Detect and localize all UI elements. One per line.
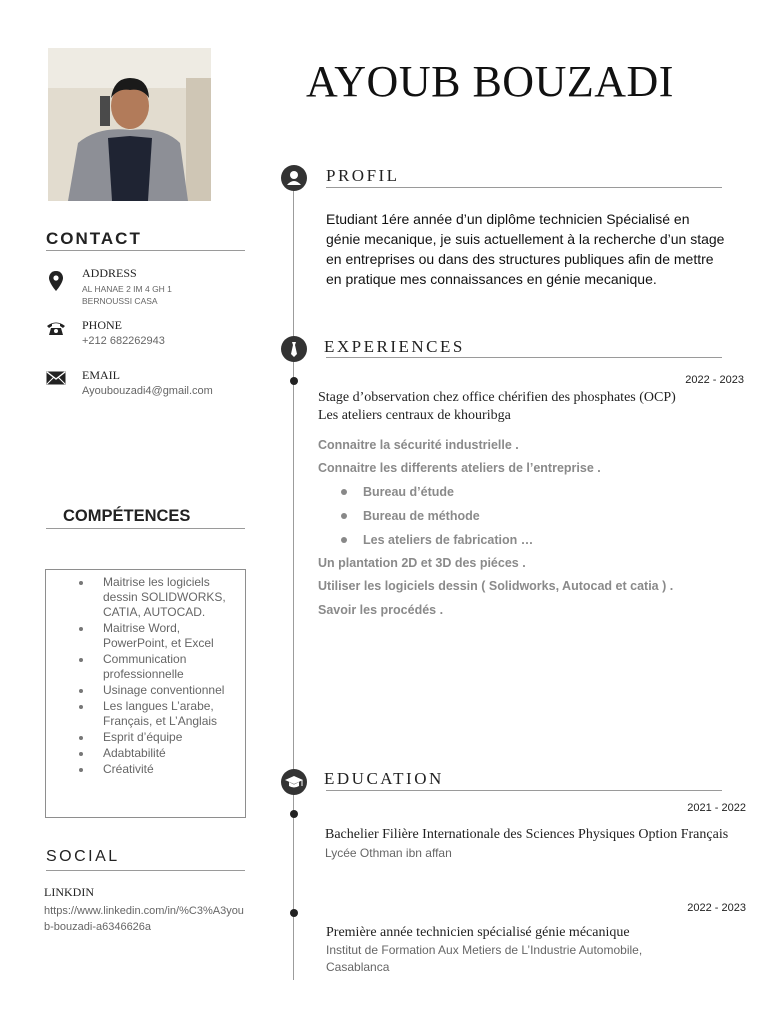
experience-task-1: Connaitre la sécurité industrielle .: [318, 438, 519, 452]
experience-sub-1: Bureau d’étude: [363, 485, 454, 499]
experience-task-4: Utiliser les logiciels dessin ( Solidworks, Autocad et catia ) .: [318, 579, 674, 593]
experience-date: 2022 - 2023: [685, 374, 744, 386]
experience-task-2: Connaitre les differents ateliers de l’entreprise .: [318, 461, 601, 475]
address-line-1: AL HANAE 2 IM 4 GH 1: [82, 284, 172, 294]
list-item: Les langues L’arabe, Français, et L’Anglais: [64, 699, 242, 729]
profil-text: Etudiant 1ére année d’un diplôme technicien Spécialisé en génie mecanique, je suis actuellement à la recherche d’un stage en entreprises ou dans des structures publiques afin de mettre en pratique mes connaissances en génie mecanique.: [326, 211, 725, 287]
linkedin-label: LINKDIN: [44, 885, 94, 899]
experience-task-3: Un plantation 2D et 3D des piéces .: [318, 556, 526, 570]
timeline-dot: [290, 377, 298, 385]
social-rule: [46, 870, 245, 871]
education-1-title: Bachelier Filière Internationale des Sciences Physiques Option Français: [325, 827, 729, 842]
address-line-2: BERNOUSSI CASA: [82, 296, 158, 306]
experience-line-1: Stage d’observation chez office chérifien des phosphates (OCP): [318, 390, 676, 405]
tie-icon: [281, 336, 307, 362]
education-2-institution: Institut de Formation Aux Metiers de L’Industrie Automobile, Casablanca: [326, 943, 643, 974]
experiences-rule: [326, 357, 722, 358]
social-title: SOCIAL: [46, 848, 120, 865]
experience-task-5: Savoir les procédés .: [318, 603, 444, 617]
education-1-date: 2021 - 2022: [687, 802, 746, 814]
phone-icon: [46, 320, 66, 340]
profil-rule: [326, 187, 722, 188]
competences-box: [45, 569, 246, 818]
email-value[interactable]: Ayoubouzadi4@gmail.com: [82, 385, 213, 397]
contact-rule: [46, 250, 245, 251]
phone-label: PHONE: [82, 318, 123, 332]
list-item: Esprit d’équipe: [64, 730, 242, 745]
list-item: Adabtabilité: [64, 746, 242, 761]
timeline-dot: [290, 909, 298, 917]
education-1-institution: Lycée Othman ibn affan: [325, 846, 452, 860]
timeline-line: [293, 190, 294, 980]
list-item: Communication professionnelle: [64, 652, 242, 682]
graduation-cap-icon: [281, 769, 307, 795]
education-2-title: Première année technicien spécialisé génie mécanique: [326, 925, 630, 940]
education-2-date: 2022 - 2023: [687, 902, 746, 914]
location-pin-icon: [46, 270, 66, 290]
bullet-icon: [341, 537, 347, 543]
email-label: EMAIL: [82, 368, 120, 382]
list-item: Créativité: [64, 762, 242, 777]
list-item: Maitrise Word, PowerPoint, et Excel: [64, 621, 242, 651]
experience-line-2: Les ateliers centraux de khouribga: [318, 408, 511, 423]
list-item: Usinage conventionnel: [64, 683, 242, 698]
competences-list: [64, 575, 242, 778]
list-item: Maitrise les logiciels dessin SOLIDWORKS, CATIA, AUTOCAD.: [64, 575, 242, 620]
competences-title: COMPÉTENCES: [63, 507, 191, 525]
user-icon: [281, 165, 307, 191]
contact-title: CONTACT: [46, 229, 142, 248]
timeline-dot: [290, 810, 298, 818]
competences-rule: [46, 528, 245, 529]
education-title: EDUCATION: [324, 769, 444, 788]
email-icon: [46, 371, 66, 391]
experience-sub-3: Les ateliers de fabrication …: [363, 533, 534, 547]
candidate-name: AYOUB BOUZADI: [306, 57, 674, 106]
experience-sub-2: Bureau de méthode: [363, 509, 480, 523]
bullet-icon: [341, 489, 347, 495]
address-label: ADDRESS: [82, 266, 137, 280]
profil-title: PROFIL: [326, 166, 400, 185]
education-rule: [326, 790, 722, 791]
linkedin-link[interactable]: https://www.linkedin.com/in/%C3%A3youb-bouzadi-a6346626a: [44, 905, 244, 933]
phone-value[interactable]: +212 682262943: [82, 335, 165, 347]
bullet-icon: [341, 513, 347, 519]
experiences-title: EXPERIENCES: [324, 337, 465, 356]
profile-photo: [48, 48, 211, 201]
